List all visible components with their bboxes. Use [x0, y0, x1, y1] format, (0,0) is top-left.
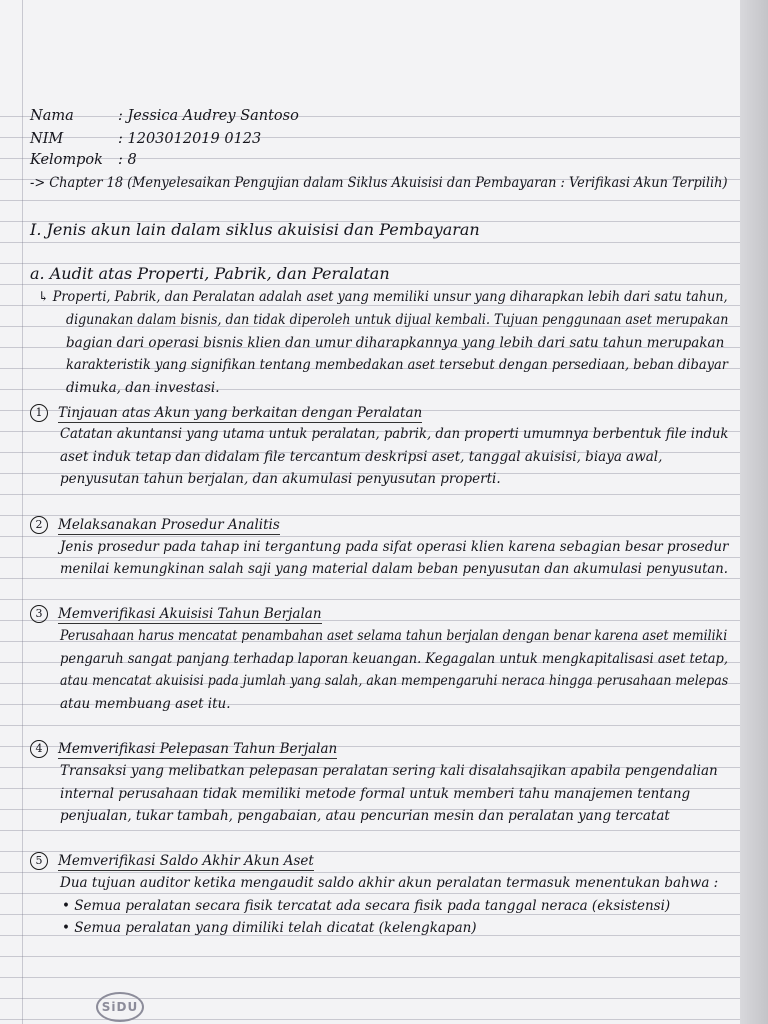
brand-stamp: SiDU — [96, 992, 144, 1022]
page-edge-background — [740, 0, 768, 1024]
nim-value: : 1203012019 0123 — [118, 131, 262, 147]
item-5-bullet-2: • Semua peralatan yang dimiliki telah dicatat (kelengkapan) — [62, 920, 477, 936]
item-5-title: Memverifikasi Saldo Akhir Akun Aset — [58, 852, 314, 869]
kelompok-value: : 8 — [118, 152, 137, 168]
item-1-line: penyusutan tahun berjalan, dan akumulasi penyusutan properti. — [60, 471, 501, 487]
subsection-a-line: digunakan dalam bisnis, dan tidak diperoleh untuk dijual kembali. Tujuan penggunaan aset merupakan — [66, 312, 729, 328]
item-5-bullet-1: • Semua peralatan secara fisik tercatat ada secara fisik pada tanggal neraca (eksistensi) — [62, 898, 671, 914]
item-4-line: Transaksi yang melibatkan pelepasan peralatan sering kali disalahsajikan apabila pengendalian — [60, 763, 718, 779]
item-5-number: 5 — [30, 852, 48, 870]
subsection-a-line: ↳ Properti, Pabrik, dan Peralatan adalah aset yang memiliki unsur yang diharapkan lebih dari satu tahun, — [38, 289, 728, 305]
nama-value: : Jessica Audrey Santoso — [118, 108, 299, 124]
item-1-line: Catatan akuntansi yang utama untuk peralatan, pabrik, dan properti umumnya berbentuk file induk — [60, 426, 729, 442]
item-2-heading — [30, 516, 280, 534]
item-4-line: penjualan, tukar tambah, pengabaian, atau pencurian mesin dan peralatan yang tercatat — [60, 808, 670, 824]
item-5-line: Dua tujuan auditor ketika mengaudit saldo akhir akun peralatan termasuk menentukan bahwa : — [60, 875, 719, 891]
item-1-line: aset induk tetap dan didalam file tercantum deskripsi aset, tanggal akuisisi, biaya awal, — [60, 449, 663, 465]
item-1-heading — [30, 404, 422, 422]
item-4-line: internal perusahaan tidak memiliki metode formal untuk memberi tahu manajemen tentang — [60, 786, 691, 802]
item-5-heading — [30, 852, 314, 870]
item-2-line: Jenis prosedur pada tahap ini tergantung pada sifat operasi klien karena sebagian besar prosedur — [60, 539, 729, 555]
item-3-heading — [30, 605, 322, 623]
margin-line — [22, 0, 23, 1024]
section-title: I. Jenis akun lain dalam siklus akuisisi dan Pembayaran — [30, 220, 480, 239]
kelompok-label: Kelompok — [30, 152, 103, 168]
item-4-title: Memverifikasi Pelepasan Tahun Berjalan — [58, 740, 338, 757]
subsection-a-title: a. Audit atas Properti, Pabrik, dan Peralatan — [30, 264, 390, 283]
item-3-line: pengaruh sangat panjang terhadap laporan keuangan. Kegagalan untuk mengkapitalisasi aset tetap, — [60, 651, 728, 667]
item-3-line: Perusahaan harus mencatat penambahan aset selama tahun berjalan dengan benar karena aset memiliki — [60, 628, 728, 644]
nim-label: NIM — [30, 131, 64, 147]
item-1-number: 1 — [30, 404, 48, 422]
item-2-title: Melaksanakan Prosedur Analitis — [58, 516, 280, 533]
subsection-a-line: karakteristik yang signifikan tentang membedakan aset tersebut dengan persediaan, beban dibayar — [66, 357, 728, 373]
item-3-line: atau mencatat akuisisi pada jumlah yang salah, akan mempengaruhi neraca hingga perusahaan melepas — [60, 673, 729, 689]
item-4-heading — [30, 740, 337, 758]
item-2-line: menilai kemungkinan salah saji yang material dalam beban penyusutan dan akumulasi penyusutan. — [60, 561, 728, 577]
item-3-line: atau membuang aset itu. — [60, 696, 231, 712]
item-3-number: 3 — [30, 605, 48, 623]
subsection-a-line: dimuka, dan investasi. — [66, 380, 220, 396]
subsection-a-line: bagian dari operasi bisnis klien dan umur diharapkannya yang lebih dari satu tahun merupakan — [66, 335, 725, 351]
item-2-number: 2 — [30, 516, 48, 534]
item-1-title: Tinjauan atas Akun yang berkaitan dengan Peralatan — [58, 404, 423, 421]
item-4-number: 4 — [30, 740, 48, 758]
item-3-title: Memverifikasi Akuisisi Tahun Berjalan — [58, 605, 322, 622]
chapter-line: -> Chapter 18 (Menyelesaikan Pengujian dalam Siklus Akuisisi dan Pembayaran : Verifikasi Akun Terpilih) — [30, 175, 728, 191]
nama-label: Nama — [30, 108, 74, 124]
page-top-blank — [0, 0, 740, 96]
